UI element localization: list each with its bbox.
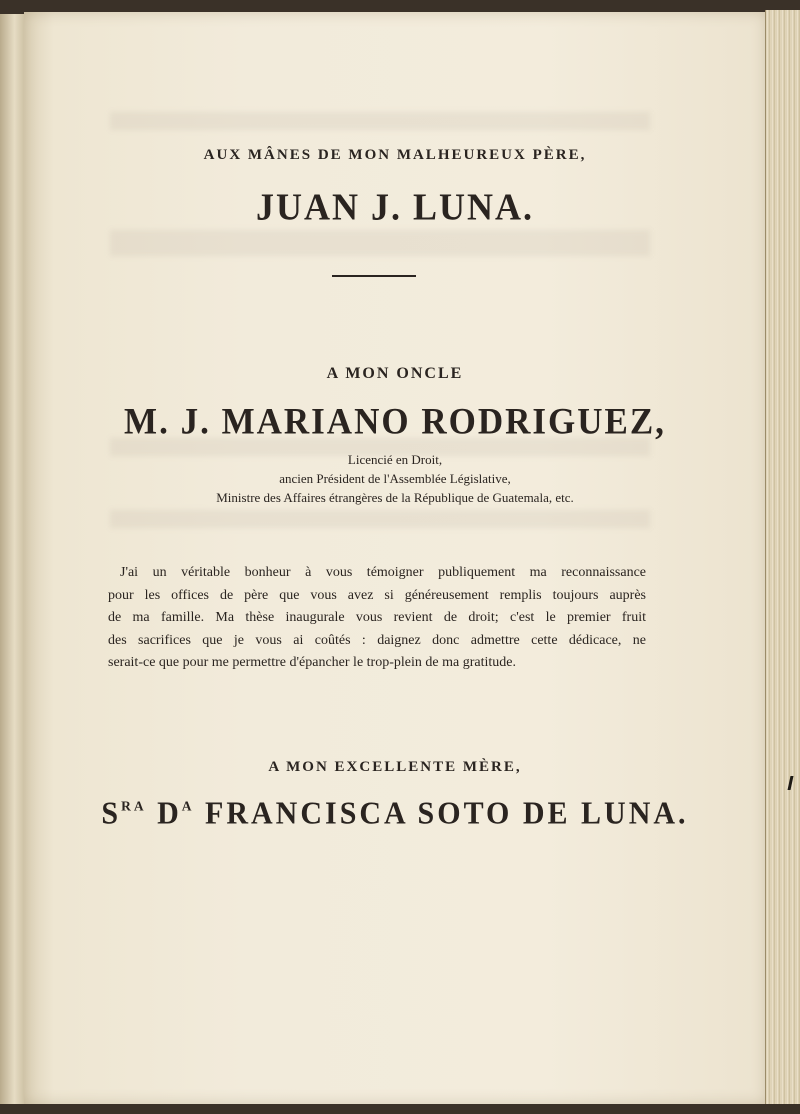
dedication-mother-heading: A MON EXCELLENTE MÈRE, <box>268 759 522 775</box>
uncle-title-3: Ministre des Affaires étrangères de la République de Guatemala, etc. <box>216 490 574 505</box>
dedication-uncle-name: M. J. MARIANO RODRIGUEZ, <box>124 401 666 442</box>
mother-name-prefix1: S <box>101 796 122 831</box>
dedication-paragraph <box>108 562 646 675</box>
mother-name-rest: FRANCISCA SOTO DE LUNA. <box>194 796 689 831</box>
show-through <box>110 230 650 256</box>
paragraph-line: des sacrifices que je vous ai coûtés : daignez donc admettre cette dédicace, ne <box>108 632 646 648</box>
page-stack-edge <box>765 10 800 1104</box>
book-page <box>24 12 766 1104</box>
show-through <box>110 510 650 528</box>
paragraph-line: serait-ce que pour me permettre d'épancher le trop-plein de ma gratitude. <box>108 655 516 670</box>
section-divider <box>332 275 416 277</box>
paragraph-line: pour les offices de père que vous avez si généreusement remplis toujours auprès <box>108 587 646 603</box>
paragraph-line: J'ai un véritable bonheur à vous témoigner publiquement ma reconnaissance <box>120 565 646 580</box>
mother-name-sup2: A <box>181 798 195 814</box>
dedication-father-name: JUAN J. LUNA. <box>256 186 534 228</box>
dedication-mother-name <box>24 796 766 832</box>
dedication-father-heading: AUX MÂNES DE MON MALHEUREUX PÈRE, <box>203 147 587 163</box>
uncle-title-2: ancien Président de l'Assemblée Législative, <box>279 471 511 486</box>
paragraph-line: de ma famille. Ma thèse inaugurale vous revient de droit; c'est le premier fruit <box>108 610 646 625</box>
previous-page-edge <box>0 14 25 1104</box>
show-through <box>110 112 650 130</box>
mother-name-prefix2: D <box>146 796 182 831</box>
uncle-title-1: Licencié en Droit, <box>347 452 443 467</box>
mother-name-sup1: RA <box>121 798 147 814</box>
dedication-uncle-heading: A MON ONCLE <box>326 365 464 382</box>
